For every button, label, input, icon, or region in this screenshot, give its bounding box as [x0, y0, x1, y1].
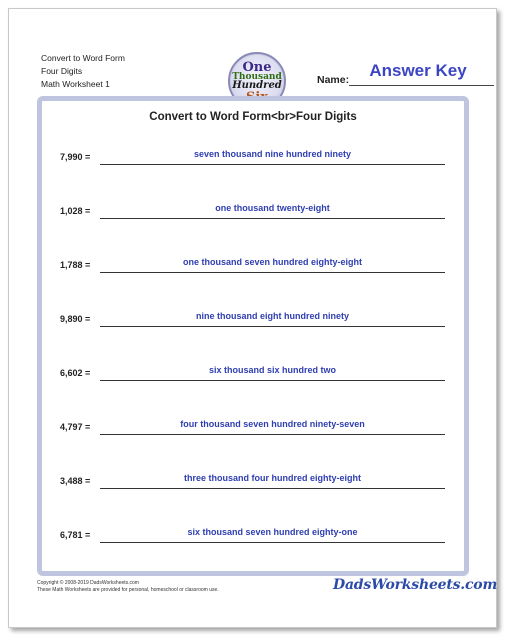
problem-answer: six thousand seven hundred eighty-one — [187, 527, 358, 537]
usage-notice: These Math Worksheets are provided for personal, homeschool or classroom use. — [37, 587, 219, 593]
problem-row — [42, 468, 464, 492]
answer-line — [100, 164, 445, 165]
footer-copyright — [37, 580, 219, 594]
problem-number: 7,990 = — [60, 152, 91, 162]
problem-answer: one thousand seven hundred eighty-eight — [182, 257, 362, 267]
problem-row — [42, 360, 464, 384]
answer-line — [100, 434, 445, 435]
answer-line — [100, 542, 445, 543]
problem-answer: three thousand four hundred eighty-eight — [184, 473, 361, 483]
answer-line — [100, 272, 445, 273]
panel-title: Convert to Word Form<br>Four Digits — [149, 111, 357, 123]
worksheet-number: Math Worksheet 1 — [41, 79, 110, 89]
problem-row — [42, 144, 464, 168]
problem-answer: seven thousand nine hundred ninety — [193, 149, 352, 159]
problem-answer: nine thousand eight hundred ninety — [196, 311, 349, 321]
dadsworksheets-logo[interactable]: DadsWorksheets.com — [333, 577, 498, 593]
problem-answer: four thousand seven hundred ninety-seven — [180, 419, 365, 429]
answer-line — [100, 326, 445, 327]
problem-number: 6,602 = — [60, 368, 91, 378]
worksheet-title: Convert to Word Form — [41, 53, 125, 63]
problem-row — [42, 522, 464, 546]
problem-row — [42, 414, 464, 438]
name-label: Name: — [317, 74, 350, 86]
answer-line — [100, 488, 445, 489]
problems-panel — [37, 96, 469, 576]
name-underline — [349, 85, 494, 86]
answer-line — [100, 218, 445, 219]
problem-row — [42, 306, 464, 330]
problem-number: 4,797 = — [60, 422, 91, 432]
answer-line — [100, 380, 445, 381]
copyright-text: Copyright © 2008-2019 DadsWorksheets.com — [37, 580, 139, 586]
problem-row — [42, 198, 464, 222]
problem-row — [42, 252, 464, 276]
problem-number: 3,488 = — [60, 476, 91, 486]
answer-key-text: Answer Key — [369, 61, 467, 80]
problem-number: 1,788 = — [60, 260, 91, 270]
logo-word-2: Thousand — [232, 72, 282, 82]
logo-word-1: One — [242, 60, 272, 75]
problem-answer: one thousand twenty-eight — [215, 203, 330, 213]
worksheet-header-info — [41, 52, 125, 91]
problem-number: 1,028 = — [60, 206, 91, 216]
logo-word-3: Hundred — [232, 80, 282, 91]
problem-answer: six thousand six hundred two — [208, 365, 336, 375]
problem-number: 9,890 = — [60, 314, 91, 324]
worksheet-subtitle: Four Digits — [41, 66, 83, 76]
problem-number: 6,781 = — [60, 530, 91, 540]
